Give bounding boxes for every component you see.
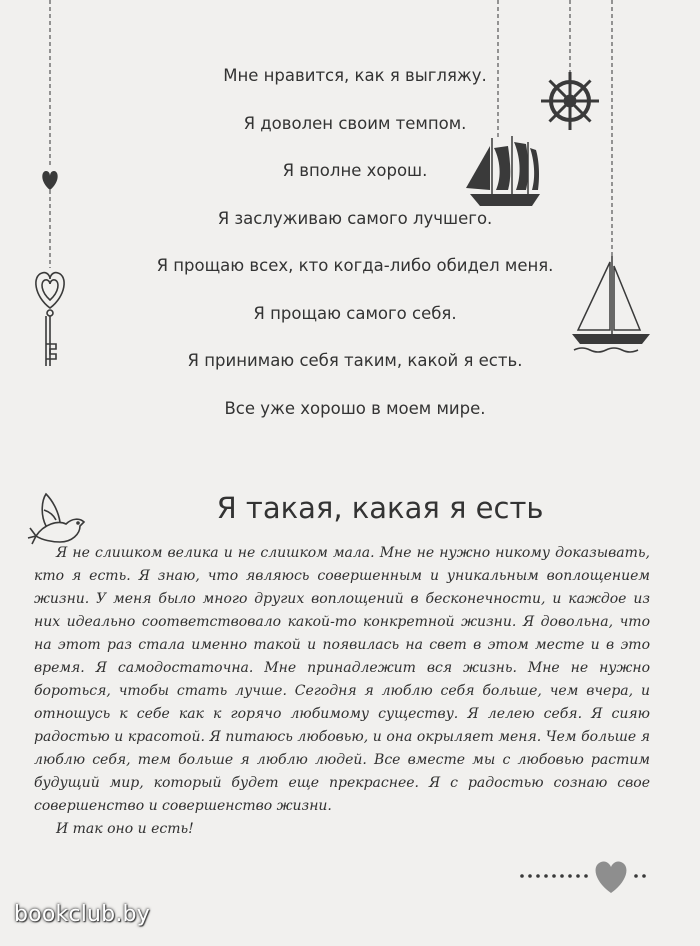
watermark-text: bookclub.by bbox=[14, 902, 150, 927]
affirmation-line: Я прощаю всех, кто когда-либо обидел меня. bbox=[156, 256, 554, 275]
affirmations-list bbox=[120, 66, 590, 446]
key-icon bbox=[36, 273, 64, 366]
section-title: Я такая, какая я есть bbox=[216, 491, 544, 525]
section-body bbox=[34, 542, 650, 841]
affirmation-line: Я доволен своим темпом. bbox=[243, 113, 467, 133]
affirmation-line: Все уже хорошо в моем мире. bbox=[224, 398, 486, 418]
body-paragraph: И так оно и есть! bbox=[56, 821, 194, 837]
affirmation-line: Я вполне хорош. bbox=[282, 161, 428, 180]
dotted-heart-icon bbox=[520, 861, 646, 893]
affirmation-line: Я заслуживаю самого лучшего. bbox=[217, 208, 493, 228]
affirmation-line: Я прощаю самого себя. bbox=[253, 303, 457, 323]
heart-icon bbox=[42, 171, 57, 190]
body-paragraph: Я не слишком велика и не слишком мала. Мне не нужно никому доказывать, кто я есть. Я знаю, что являюсь совершенным и уникальным воплощением жизни. У меня было много других воплощений в бесконечности, и каждое из них идеально соответствовало какой-то конкретной жизни. Я довольна, что на этот раз стала именно такой и появилась на свет в этом месте и в это время. Я самодостаточна. Мне принадлежит вся жизнь. Мне не нужно бороться, чтобы стать лучше. Сегодня я люблю себя больше, чем вчера, и отношусь к себе как к горячо любимому существу. Я лелею себя. Я сияю радостью и красотой. Я питаюсь любовью, и она окрыляет меня. Чем больше я люблю себя, тем больше я люблю людей. Все вместе мы с любовью растим будущий мир, который будет еще прекраснее. Я с радостью сознаю свое совершенство и совершенство жизни. bbox=[34, 545, 650, 814]
dove-icon bbox=[28, 494, 84, 544]
affirmation-line: Я принимаю себя таким, какой я есть. bbox=[187, 351, 523, 370]
affirmation-line: Мне нравится, как я выгляжу. bbox=[223, 66, 487, 85]
